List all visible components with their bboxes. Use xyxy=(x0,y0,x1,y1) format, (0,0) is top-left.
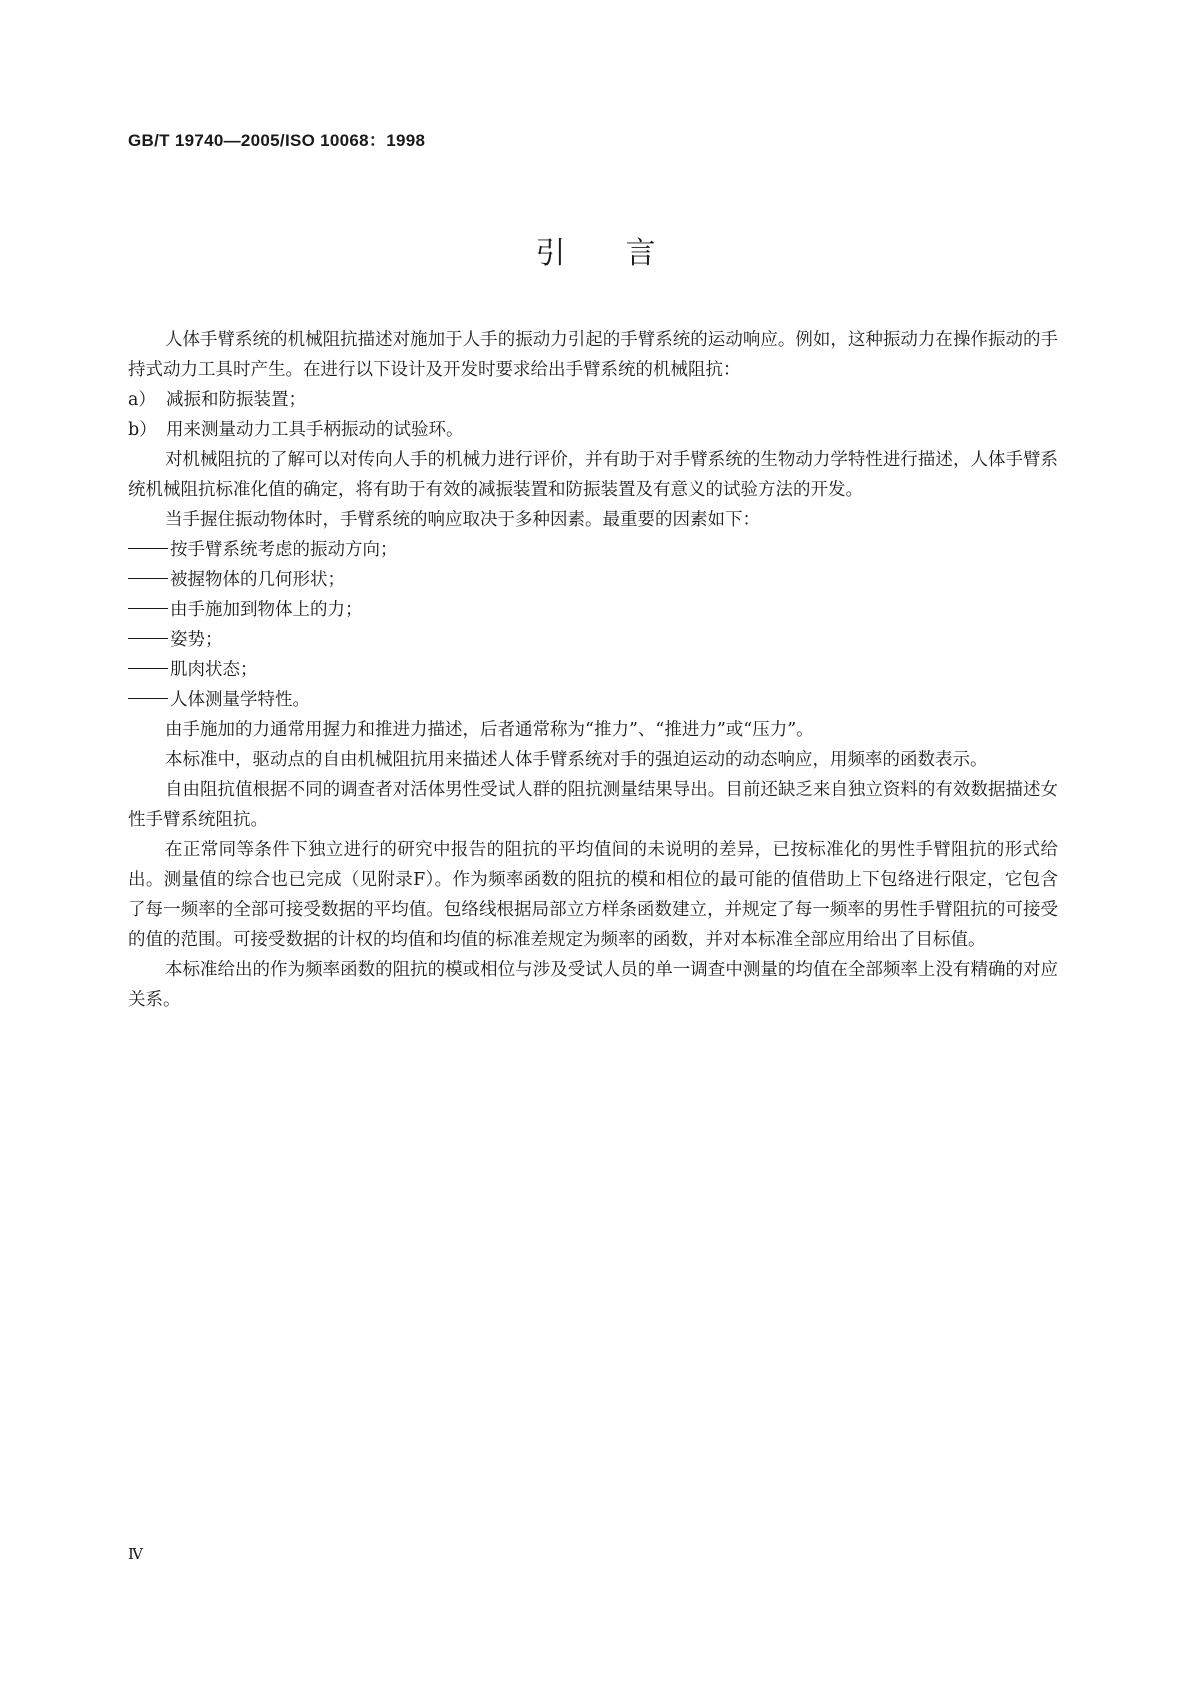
list-text-b: 用来测量动力工具手柄振动的试验环。 xyxy=(166,420,464,440)
list-marker-a: a） xyxy=(128,390,156,410)
page-title: 引言 xyxy=(535,236,716,271)
body-text xyxy=(128,325,1058,1015)
paragraph-impedance-knowledge: 对机械阻抗的了解可以对传向人手的机械力进行评价，并有助于对手臂系统的生物动力学特性进行描述，人体手臂系统机械阻抗标准化值的确定，将有助于有效的减振装置和防振装置及有意义的试验方法的开发。 xyxy=(128,450,1058,500)
factor-text: 被握物体的几何形状； xyxy=(170,570,345,590)
factor-item xyxy=(128,685,1058,715)
dash-mark xyxy=(128,608,168,609)
paragraph-unexplained-differences: 在正常同等条件下独立进行的研究中报告的阻抗的平均值间的未说明的差异，已按标准化的男性手臂阻抗的形式给出。测量值的综合也已完成（见附录F）。作为频率函数的阻抗的模和相位的最可能的值借助上下包络进行限定，它包含了每一频率的全部可接受数据的平均值。包络线根据局部立方样条函数建立，并规定了每一频率的男性手臂阻抗的可接受的值的范围。可接受数据的计权的均值和均值的标准差规定为频率的函数，并对本标准全部应用给出了目标值。 xyxy=(128,840,1058,950)
dash-mark xyxy=(128,638,168,639)
list-item-a xyxy=(128,385,1058,415)
paragraph-driving-point: 本标准中，驱动点的自由机械阻抗用来描述人体手臂系统对手的强迫运动的动态响应，用频率的函数表示。 xyxy=(165,750,988,770)
factor-text: 肌肉状态； xyxy=(170,660,258,680)
paragraph-free-impedance: 自由阻抗值根据不同的调查者对活体男性受试人群的阻抗测量结果导出。目前还缺乏来自独立资料的有效数据描述女性手臂系统阻抗。 xyxy=(128,780,1058,830)
factor-item xyxy=(128,625,1058,655)
paragraph-factors-intro: 当手握住振动物体时，手臂系统的响应取决于多种因素。最重要的因素如下： xyxy=(165,510,760,530)
dash-mark xyxy=(128,548,168,549)
paragraph-intro: 人体手臂系统的机械阻抗描述对施加于人手的振动力引起的手臂系统的运动响应。例如，这种振动力在操作振动的手持式动力工具时产生。在进行以下设计及开发时要求给出手臂系统的机械阻抗： xyxy=(128,330,1058,380)
paragraph-no-correspondence: 本标准给出的作为频率函数的阻抗的模或相位与涉及受试人员的单一调查中测量的均值在全部频率上没有精确的对应关系。 xyxy=(128,960,1058,1010)
page-number: Ⅳ xyxy=(128,1545,143,1563)
factor-item xyxy=(128,655,1058,685)
factor-text: 姿势； xyxy=(170,630,223,650)
factor-text: 人体测量学特性。 xyxy=(170,690,310,710)
factor-text: 按手臂系统考虑的振动方向； xyxy=(170,540,398,560)
factor-text: 由手施加到物体上的力； xyxy=(170,600,363,620)
paragraph-force-description: 由手施加的力通常用握力和推进力描述，后者通常称为“推力”、“推进力”或“压力”。 xyxy=(165,720,814,740)
factor-item xyxy=(128,595,1058,625)
dash-mark xyxy=(128,668,168,669)
standard-number-header: GB/T 19740—2005/ISO 10068：1998 xyxy=(128,131,426,150)
dash-mark xyxy=(128,578,168,579)
list-text-a: 减振和防振装置； xyxy=(166,390,306,410)
factor-item xyxy=(128,535,1058,565)
factor-item xyxy=(128,565,1058,595)
dash-mark xyxy=(128,698,168,699)
list-marker-b: b） xyxy=(128,420,157,440)
list-item-b xyxy=(128,415,1058,445)
